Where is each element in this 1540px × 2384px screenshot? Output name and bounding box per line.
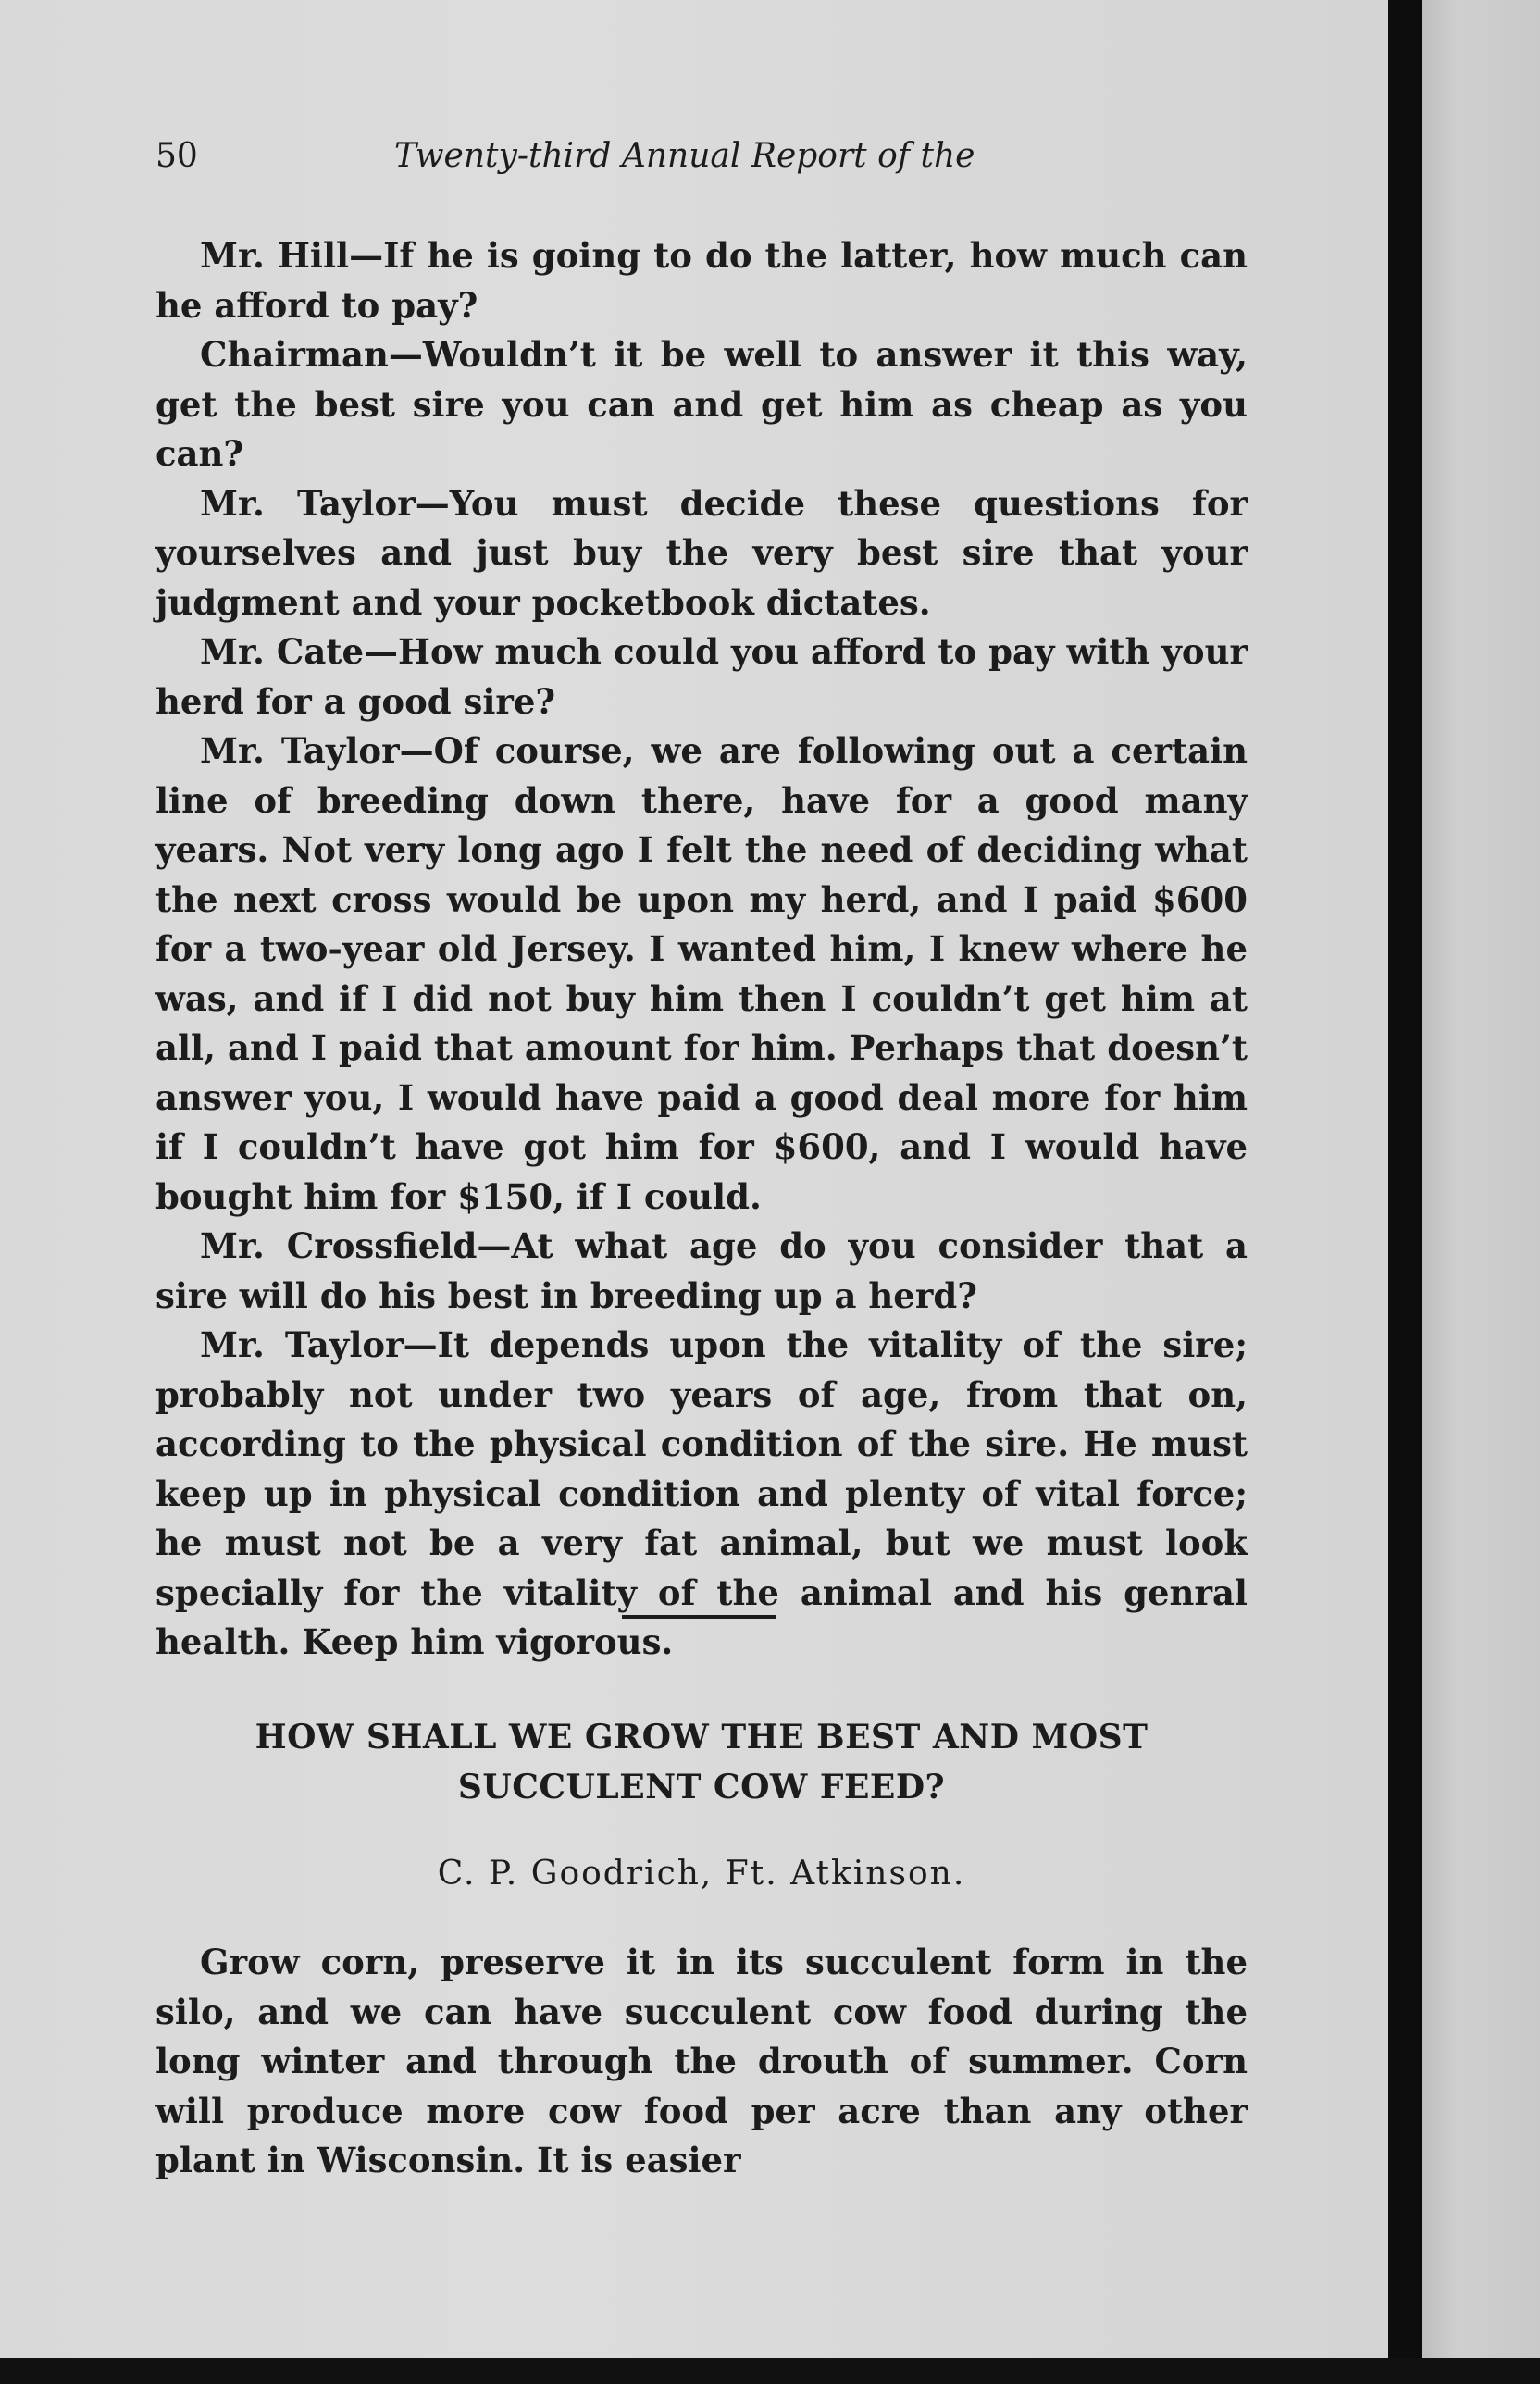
- paragraph: Grow corn, preserve it in its succulent form in the silo, and we can have succulent cow food during the long winter and through the drouth of summer. Corn will produce more cow food per acre than any other plant in Wisconsin. It is easier: [155, 1942, 1248, 2180]
- article-body: [155, 1938, 1248, 2186]
- running-title: Twenty-third Annual Report of the: [394, 137, 975, 175]
- discussion-text: [155, 231, 1248, 1668]
- paragraph: Mr. Crossfield—At what age do you consider that a sire will do his best in breeding up a herd?: [155, 1225, 1248, 1316]
- section-divider: [622, 1615, 776, 1619]
- paragraph: Mr. Cate—How much could you afford to pay with your herd for a good sire?: [155, 631, 1248, 722]
- article-byline: C. P. Goodrich, Ft. Atkinson.: [437, 1855, 966, 1893]
- paragraph: Mr. Taylor—It depends upon the vitality of the sire; probably not under two years of age, from that on, according to the physical condition of the sire. He must keep up in physical condition and plenty of vital force; he must not be a very fat animal, but we must look specially for the vitality of the animal and his genral health. Keep him vigorous.: [155, 1324, 1248, 1662]
- paragraph: Mr. Taylor—You must decide these questions for yourselves and just buy the very best sire that your judgment and your pocketbook dictates.: [155, 482, 1248, 623]
- paragraph: Mr. Hill—If he is going to do the latter, how much can he afford to pay?: [155, 235, 1248, 326]
- book-binding-shadow: [1388, 0, 1422, 2384]
- paragraph: Mr. Taylor—Of course, we are following out a certain line of breeding down there, have for a good many years. Not very long ago I felt the need of deciding what the next cross would be upon my herd, and I paid $600 for a two-year old Jersey. I wanted him, I knew where he was, and if I did not buy him then I couldn’t get him at all, and I paid that amount for him. Perhaps that doesn’t answer you, I would have paid a good deal more for him if I couldn’t have got him for $600, and I would have bought him for $150, if I could.: [155, 730, 1248, 1217]
- page-number: 50: [155, 137, 198, 175]
- running-head: [155, 137, 1259, 192]
- article-title: HOW SHALL WE GROW THE BEST AND MOST SUCCULENT COW FEED?: [255, 1718, 1149, 1807]
- adjacent-page-edge: [1422, 0, 1540, 2384]
- bottom-edge-shadow: [0, 2358, 1540, 2384]
- paragraph: Chairman—Wouldn’t it be well to answer it this way, get the best sire you can and get him as cheap as you can?: [155, 334, 1248, 474]
